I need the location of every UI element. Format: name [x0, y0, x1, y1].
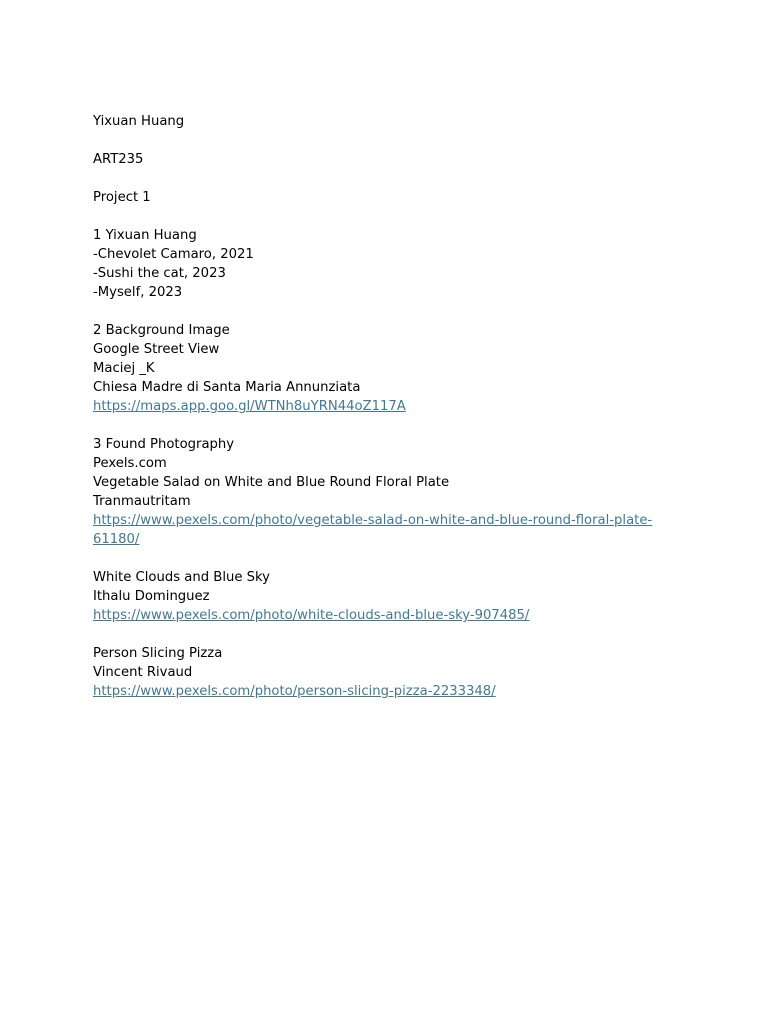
section1-item: -Myself, 2023	[93, 285, 183, 300]
project-title: Project 1	[93, 190, 151, 205]
spacer	[93, 169, 693, 188]
spacer	[93, 131, 693, 150]
photo-author: Ithalu Dominguez	[93, 589, 210, 604]
section2-source: Google Street View	[93, 342, 220, 357]
spacer	[93, 302, 693, 321]
photo-link[interactable]: https://www.pexels.com/photo/vegetable-salad-on-white-and-blue-round-floral-plate-	[93, 513, 653, 528]
spacer	[93, 625, 693, 644]
section1-item: -Chevolet Camaro, 2021	[93, 247, 254, 262]
section2-title: Chiesa Madre di Santa Maria Annunziata	[93, 380, 361, 395]
photo-link[interactable]: https://www.pexels.com/photo/person-slicing-pizza-2233348/	[93, 684, 496, 699]
section1-heading: 1 Yixuan Huang	[93, 228, 197, 243]
section3-source: Pexels.com	[93, 456, 167, 471]
photo-link-continued[interactable]: 61180/	[93, 532, 140, 547]
section3-heading: 3 Found Photography	[93, 437, 235, 452]
spacer	[93, 416, 693, 435]
section2-heading: 2 Background Image	[93, 323, 230, 338]
photo-author: Tranmautritam	[93, 494, 191, 509]
spacer	[93, 207, 693, 226]
photo-author: Vincent Rivaud	[93, 665, 193, 680]
photo-title: Person Slicing Pizza	[93, 646, 223, 661]
document-body	[93, 112, 693, 701]
author-name: Yixuan Huang	[93, 114, 185, 129]
photo-title: Vegetable Salad on White and Blue Round Floral Plate	[93, 475, 450, 490]
section2-link[interactable]: https://maps.app.goo.gl/WTNh8uYRN44oZ117A	[93, 399, 406, 414]
photo-link[interactable]: https://www.pexels.com/photo/white-clouds-and-blue-sky-907485/	[93, 608, 530, 623]
section2-author: Maciej _K	[93, 361, 155, 376]
course-code: ART235	[93, 152, 144, 167]
photo-title: White Clouds and Blue Sky	[93, 570, 270, 585]
section1-item: -Sushi the cat, 2023	[93, 266, 226, 281]
spacer	[93, 549, 693, 568]
